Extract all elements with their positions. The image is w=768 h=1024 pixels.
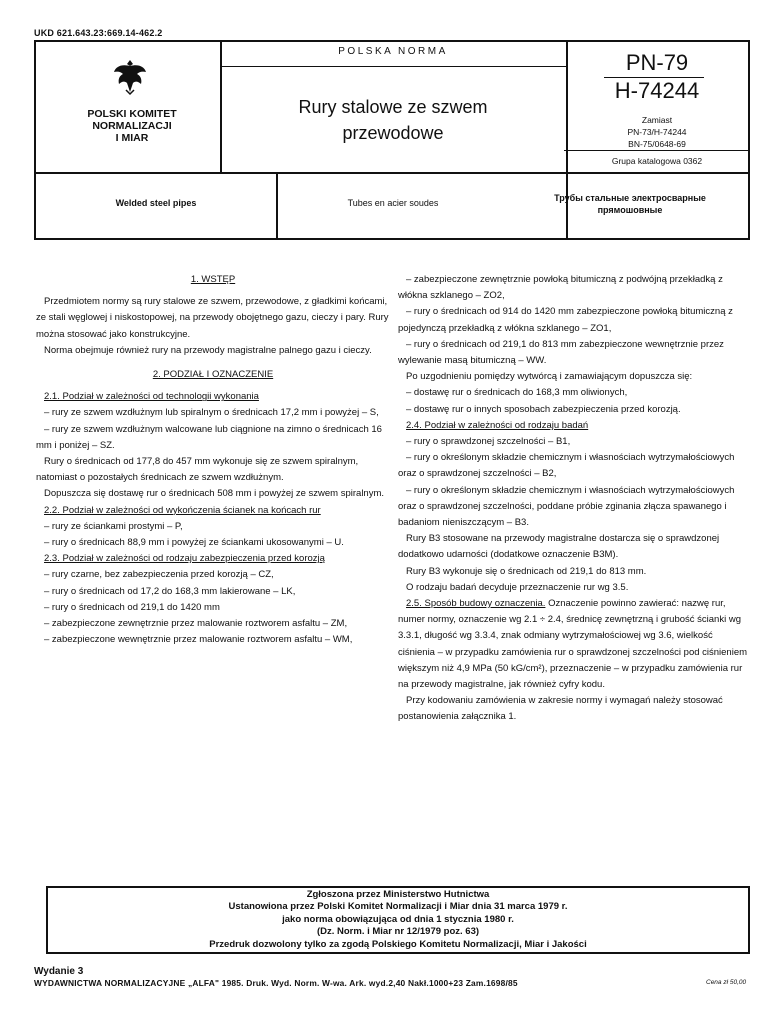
chapter-heading: 2. PODZIAŁ I OZNACZENIE <box>152 369 274 381</box>
footer-box-text: Zgłoszona przez Ministerstwo Hutnictwa Ustanowiona przez Polski Komitet Normalizacji i Miar dnia 31 marca 1979 r. jako norma obowiązująca od dnia 1 stycznia 1980 r. (Dz. Norm. i Miar nr 12/1979 poz. 63) Przedruk dozwolony tylko za zgodą Polskiego Komitetu Normalizacji, Miar i Jakości <box>209 889 587 950</box>
title-russian: Трубы стальные электросварные прямошовные <box>554 193 706 215</box>
paragraph: – zabezpieczone wewnętrznie przez malowanie roztworem asfaltu – WM, <box>44 634 353 646</box>
section-heading: 2.3. Podział w zależności od rodzaju zabezpieczenia przed korozją <box>44 553 325 565</box>
right-column <box>398 272 750 726</box>
paragraph: – rury o sprawdzonej szczelności – B1, <box>406 436 571 448</box>
paragraph: – dostawę rur o średnicach do 168,3 mm oliwionych, <box>406 387 628 399</box>
eagle-emblem-icon <box>112 56 148 96</box>
paragraph: – rury o określonym składzie chemicznym i własnościach wytrzymałościowych oraz o sprawdzonej szczelności – B2, <box>398 452 735 480</box>
chapter-heading: 1. WSTĘP <box>190 274 236 285</box>
section-heading: 2.5. Sposób budowy oznaczenia. <box>406 598 546 610</box>
norm-label-rule <box>220 66 566 67</box>
pn-year: PN-79 <box>625 50 689 75</box>
edition: Wydanie 3 <box>34 966 84 977</box>
paragraph: Rury B3 stosowane na przewody magistralne dostarcza się o sprawdzonej dodatkowo udarności (dodatkowe oznaczenie B3M). <box>398 533 720 561</box>
spacer <box>36 359 390 367</box>
catalog-rule <box>564 150 750 151</box>
paragraph: – rury o średnicach od 219,1 do 1420 mm <box>44 601 220 613</box>
paragraph: – rury o średnicach od 17,2 do 168,3 mm lakierowane – LK, <box>44 585 296 597</box>
paragraph <box>398 596 750 693</box>
paragraph: Przedmiotem normy są rury stalowe ze szwem, przewodowe, z gładkimi końcami, ze stali węglowej i niskostopowej, na przewody obojętnego gazu, cieczy i pary. Rury można stosować jako konstrukcyjne. <box>36 296 389 340</box>
price: Cena zł 50,00 <box>706 979 747 986</box>
paragraph: Norma obejmuje również rury na przewody magistralne palnego gazu i cieczy. <box>44 344 372 356</box>
section-heading: 2.2. Podział w zależności od wykończenia ścianek na końcach rur <box>44 504 321 516</box>
paragraph: Rury B3 wykonuje się o średnicach od 219,1 do 813 mm. <box>406 565 647 577</box>
header-divider <box>34 172 750 174</box>
committee-name: POLSKI KOMITET NORMALIZACJI I MIAR <box>87 108 177 144</box>
paragraph: O rodzaju badań decyduje przeznaczenie rur wg 3.5. <box>406 581 629 593</box>
udk-code: UKD 621.643.23:669.14-462.2 <box>34 28 163 38</box>
paragraph: Rury o średnicach od 177,8 do 457 mm wykonuje się ze szwem spiralnym, natomiast o pozostałych średnicach ze szwem wzdłużnym. <box>36 456 359 484</box>
replaces-block: Zamiast PN-73/H-74244 BN-75/0648-69 <box>627 115 687 149</box>
paragraph: Dopuszcza się dostawę rur o średnicach 508 mm i powyżej ze szwem spiralnym. <box>44 488 385 500</box>
paragraph: – rury o średnicach 88,9 mm i powyżej ze ściankami ukosowanymi – U. <box>44 537 344 549</box>
document-title: Rury stalowe ze szwem przewodowe <box>298 97 488 143</box>
section-heading: 2.4. Podział w zależności od rodzaju badań <box>406 419 589 431</box>
section-heading: 2.1. Podział w zależności od technologii wykonania <box>44 391 259 403</box>
paragraph: – rury ze szwem wzdłużnym walcowane lub ciągnione na zimno o średnicach 16 mm i poniżej – SZ. <box>36 423 382 451</box>
pn-number: H-74244 <box>614 78 700 103</box>
paragraph: – dostawę rur o innych sposobach zabezpieczenia przed korozją. <box>406 403 681 415</box>
publisher-line: WYDAWNICTWA NORMALIZACYJNE „ALFA" 1985. Druk. Wyd. Norm. W-wa. Ark. wyd.2,40 Nakł.1000+23 Zam.1698/85 <box>34 978 518 988</box>
paragraph: Po uzgodnieniu pomiędzy wytwórcą i zamawiającym dopuszcza się: <box>406 371 693 383</box>
title-french: Tubes en acier soudes <box>347 198 439 208</box>
norm-label: POLSKA NORMA <box>338 46 448 57</box>
paragraph: – zabezpieczone zewnętrznie przez malowanie roztworem asfaltu – ZM, <box>44 618 348 630</box>
paragraph: Przy kodowaniu zamówienia w zakresie normy i wymagań należy stosować postanowienia załącznika 1. <box>398 695 723 723</box>
title-english: Welded steel pipes <box>115 198 197 208</box>
paragraph: – rury o średnicach od 914 do 1420 mm zabezpieczone powłoką bitumiczną z pojedynczą przekładką z włókna szklanego – ZO1, <box>398 306 733 334</box>
paragraph: – rury czarne, bez zabezpieczenia przed korozją – CZ, <box>44 569 274 581</box>
paragraph: – rury ze ściankami prostymi – P, <box>44 520 183 532</box>
catalog-group: Grupa katalogowa 0362 <box>611 156 703 166</box>
paragraph-text: Oznaczenie powinno zawierać: nazwę rur, numer normy, oznaczenie wg 2.1 ÷ 2.4, średnicę zewnętrzną i grubość ścianki wg 3.3.1, długość wg 3.3.4, znak odmiany wytrzymałościowej wg 3.6, wielkość ciśnienia – w przypadku zamówienia rur o sprawdzonej szczelności pod ciśnieniem większym niż 4,9 MPa (50 kG/cm²), przeznaczenie – w przypadku zamówienia rur na przewody magistralne, jak również cyfry kodu. <box>398 598 748 691</box>
paragraph: – zabezpieczone zewnętrznie powłoką bitumiczną z podwójną przekładką z włókna szklanego – ZO2, <box>398 274 723 302</box>
paragraph: – rury o średnicach od 219,1 do 813 mm zabezpieczone wewnętrznie przez wylewanie masą bitumiczną – WW. <box>398 338 724 367</box>
paragraph: – rury ze szwem wzdłużnym lub spiralnym o średnicach 17,2 mm i powyżej – S, <box>44 407 379 419</box>
left-column <box>36 272 390 648</box>
paragraph: – rury o określonym składzie chemicznym i własnościach wytrzymałościowych oraz o sprawdzonej szczelności, poddane próbie zginania złącza spawanego i badaniom nieniszczącym – B3. <box>398 484 735 529</box>
